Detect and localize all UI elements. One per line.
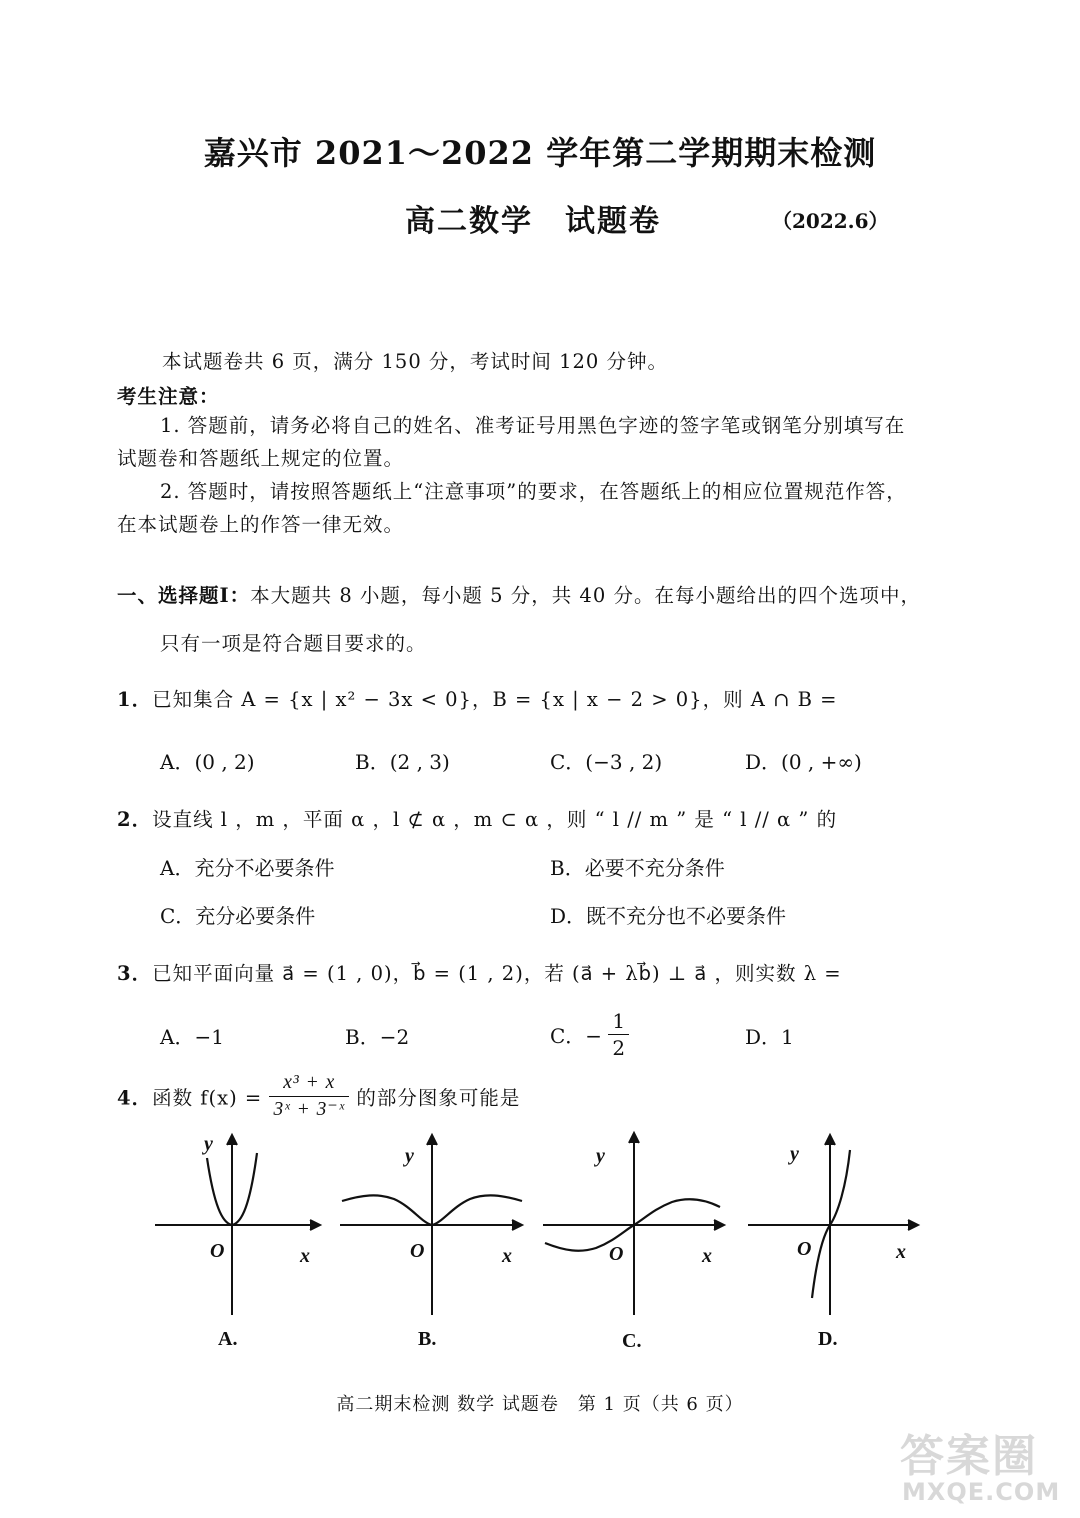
exam-subtitle: 高二数学 试题卷	[405, 204, 661, 239]
graph-d-origin: O	[797, 1238, 812, 1260]
graph-a-label: A.	[218, 1328, 238, 1350]
graph-d	[748, 1135, 918, 1315]
graph-c-y-label: y	[596, 1145, 605, 1167]
question-1	[117, 684, 837, 712]
q4-graphs	[0, 1125, 1080, 1365]
graph-a-origin: O	[210, 1240, 225, 1262]
section1-heading: 一、选择题Ⅰ：	[117, 584, 251, 607]
notice-2a: 2. 答题时，请按照答题纸上“注意事项”的要求，在答题纸上的相应位置规范作答，	[160, 480, 907, 503]
intro-line: 本试题卷共 6 页，满分 150 分，考试时间 120 分钟。	[162, 350, 669, 373]
graph-b-y-label: y	[405, 1145, 414, 1167]
q1-number: 1．	[117, 688, 153, 711]
q4-number: 4．	[117, 1086, 153, 1110]
q3-fraction-denominator: 2	[612, 1036, 626, 1060]
q3-number: 3．	[117, 962, 153, 985]
q3-stem: 已知平面向量 a⃗ = (1 , 0)，b⃗ = (1 , 2)，若 (a⃗ + λb⃗) ⊥ a⃗ ，则实数 λ =	[152, 962, 842, 985]
q3-option-c	[550, 1008, 629, 1061]
question-4	[117, 1070, 520, 1123]
q3-option-b: B．−2	[345, 1025, 410, 1049]
graph-b-x-label: x	[502, 1245, 512, 1267]
q4-pre: 函数 f(x) =	[152, 1086, 263, 1110]
q4-fraction-numerator: x³ + x	[269, 1070, 349, 1097]
graph-d-label: D.	[818, 1328, 838, 1350]
notice-1b: 试题卷和答题纸上规定的位置。	[117, 447, 405, 470]
graph-d-x-label: x	[896, 1241, 906, 1263]
section1-line2: 只有一项是符合题目要求的。	[160, 632, 427, 655]
graph-a-x-label: x	[300, 1245, 310, 1267]
graph-c-x-label: x	[702, 1245, 712, 1267]
section1-line1	[117, 580, 921, 608]
watermark-url: MXQE.COM	[902, 1478, 1061, 1506]
q2-option-a: A．充分不必要条件	[160, 856, 335, 880]
graph-d-y-label: y	[790, 1143, 799, 1165]
graph-b	[340, 1135, 522, 1315]
q1-option-d: D．(0 , +∞)	[745, 750, 862, 774]
exam-date: （2022.6）	[772, 209, 889, 233]
q2-option-b: B．必要不充分条件	[550, 856, 725, 880]
section1-desc: 本大题共 8 小题，每小题 5 分，共 40 分。在每小题给出的四个选项中，	[250, 584, 921, 607]
q2-number: 2．	[117, 808, 153, 831]
q3-option-c-label: C．−	[550, 1024, 603, 1048]
q3-fraction-numerator: 1	[608, 1008, 629, 1035]
page-footer: 高二期末检测 数学 试题卷 第 1 页（共 6 页）	[336, 1394, 744, 1415]
q3-option-a: A．−1	[160, 1025, 224, 1049]
exam-title: 嘉兴市 2021～2022 学年第二学期期末检测	[203, 134, 877, 172]
q3-option-c-fraction	[608, 1008, 629, 1061]
q1-stem: 已知集合 A = {x | x² − 3x < 0}，B = {x | x − 2 > 0}，则 A ∩ B =	[152, 688, 838, 711]
graph-a	[155, 1135, 320, 1315]
q4-post: 的部分图象可能是	[356, 1086, 521, 1110]
q1-option-c: C．(−3 , 2)	[550, 750, 663, 774]
graph-c	[543, 1133, 724, 1315]
graph-c-origin: O	[609, 1243, 624, 1265]
graph-b-origin: O	[410, 1240, 425, 1262]
q4-fraction	[269, 1070, 349, 1123]
watermark-logo: 答案圈	[900, 1431, 1038, 1482]
question-2	[117, 804, 837, 832]
graph-b-label: B.	[418, 1328, 437, 1350]
q1-option-b: B．(2 , 3)	[355, 750, 450, 774]
q1-option-a: A．(0 , 2)	[160, 750, 255, 774]
q2-option-d: D．既不充分也不必要条件	[550, 904, 787, 928]
q2-option-c: C．充分必要条件	[160, 904, 316, 928]
graph-c-label: C.	[622, 1330, 642, 1352]
q3-option-d: D．1	[745, 1025, 794, 1049]
q4-fraction-denominator: 3ˣ + 3⁻ˣ	[273, 1099, 346, 1120]
question-3	[117, 958, 842, 986]
notice-2b: 在本试题卷上的作答一律无效。	[117, 513, 405, 536]
notice-1a: 1. 答题前，请务必将自己的姓名、准考证号用黑色字迹的签字笔或钢笔分别填写在	[160, 414, 906, 437]
graph-a-y-label: y	[204, 1133, 213, 1155]
notice-title: 考生注意：	[117, 385, 220, 408]
q2-stem: 设直线 l ，m ，平面 α ，l ⊄ α ，m ⊂ α ，则 “ l // m ” 是 “ l // α ” 的	[152, 808, 838, 831]
